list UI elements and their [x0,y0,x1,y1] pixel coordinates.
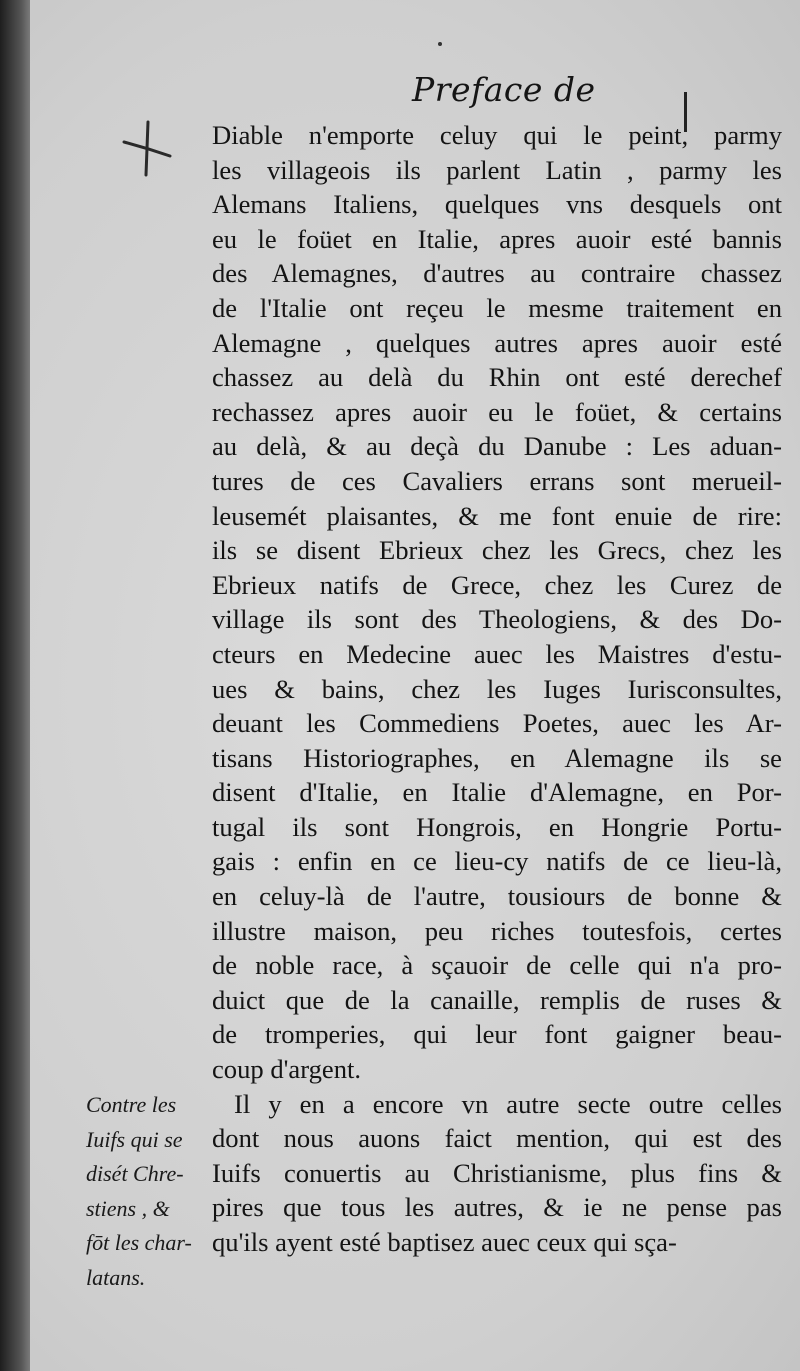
text-line: Alemagne , quelques autres apres auoir esté [212,327,782,358]
text-line: gais : enfin en ce lieu-cy natifs de ce lieu-là, [212,846,782,877]
text-line: village ils sont des Theologiens, & des Do- [212,604,782,635]
ink-speck [438,42,442,46]
running-header: Preface de [412,70,596,109]
book-gutter-shadow [0,0,30,1371]
text-line: de tromperies, qui leur font gaigner beau- [212,1019,782,1050]
margin-note-line: stiens , & [86,1195,170,1221]
text-line: coup d'argent. [212,1054,362,1085]
handwritten-cross-mark [122,120,172,180]
margin-note-line: fōt les char- [86,1230,192,1256]
margin-note [86,1088,206,1296]
margin-note-line: Iuifs qui se [86,1126,183,1152]
text-line: eu le foüet en Italie, apres auoir esté bannis [212,223,782,254]
text-line: ues & bains, chez les Iuges Iurisconsultes, [212,673,782,704]
text-line: au delà, & au deçà du Danube : Les aduan- [212,431,782,462]
text-line: tisans Historiographes, en Alemagne ils se [212,742,782,773]
margin-note-line: latans. [86,1264,146,1290]
text-line: disent d'Italie, en Italie d'Alemagne, en Por- [212,777,782,808]
text-line: de l'Italie ont reçeu le mesme traitement en [212,292,782,323]
margin-note-line: disét Chre- [86,1161,184,1187]
text-line: deuant les Commediens Poetes, auec les Ar- [212,708,782,739]
text-line: rechassez apres auoir eu le foüet, & certains [212,396,782,427]
text-line: Diable n'emporte celuy qui le peint, parmy [212,120,782,150]
text-line: Iuifs conuertis au Christianisme, plus fins & [212,1157,782,1188]
text-line: qu'ils ayent esté baptisez auec ceux qui sça- [212,1227,677,1257]
text-line: les villageois ils parlent Latin , parmy les [212,154,782,185]
text-line: dont nous auons faict mention, qui est des [212,1123,782,1154]
text-line: Alemans Italiens, quelques vns desquels ont [212,189,782,220]
text-line: Il y en a encore vn autre secte outre celles [234,1088,782,1119]
text-line: de noble race, à sçauoir de celle qui n'a pro- [212,950,782,981]
text-line: leusemét plaisantes, & me font enuie de rire: [212,500,782,531]
text-line: Ebrieux natifs de Grece, chez les Curez de [212,569,782,600]
text-line: chassez au delà du Rhin ont esté derechef [212,362,782,393]
margin-note-line: Contre les [86,1092,177,1117]
text-line: ils se disent Ebrieux chez les Grecs, chez les [212,535,782,566]
text-line: cteurs en Medecine auec les Maistres d'estu- [212,638,782,669]
text-line: tugal ils sont Hongrois, en Hongrie Portu- [212,811,782,842]
text-line: tures de ces Cavaliers errans sont merueil- [212,465,782,496]
text-line: pires que tous les autres, & ie ne pense pas [212,1192,782,1223]
text-line: en celuy-là de l'autre, tousiours de bonne & [212,881,782,912]
text-line: illustre maison, peu riches toutesfois, certes [212,915,782,946]
text-line: des Alemagnes, d'autres au contraire chassez [212,258,782,289]
body-text [212,118,782,1260]
text-line: duict que de la canaille, remplis de ruses & [212,984,782,1015]
book-page [30,0,800,1371]
